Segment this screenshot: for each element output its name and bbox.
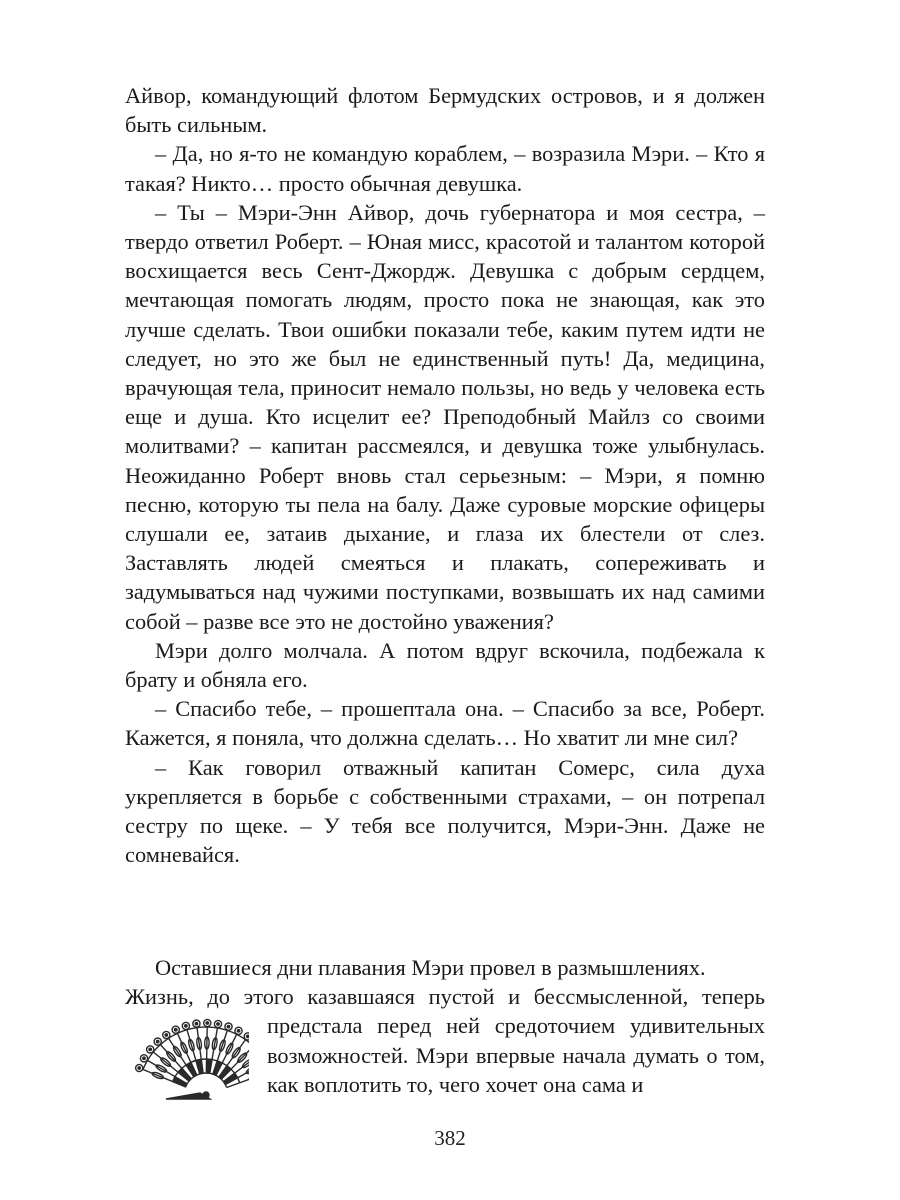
fan-scallop-dot (138, 1067, 140, 1069)
fan-scallop-dot (157, 1041, 159, 1043)
paragraph-robert-speech: – Ты – Мэри-Энн Айвор, дочь губернатора и моя сестра, – твердо ответил Роберт. – Юная мисс, красотой и талантом которой восхищается весь Сент-Джордж. Девушка с добрым сердцем, мечтающая помогать людям, просто пока не знающая, как это лучше сделать. Твои ошибки показали тебе, каким путем идти не следует, но это же был не единственный путь! Да, медицина, врачующая тела, приносит немало пользы, но ведь у человека есть еще и душа. Кто исцелит ее? Преподобный Майлз со своими молитвами? – капитан рассмеялся, и девушка тоже улыбнулась. Неожиданно Роберт вновь стал серьезным: – Мэри, я помню песню, которую ты пела на балу. Даже суровые морские офицеры слушали ее, затаив дыхание, и глаза их блестели от слез. Заставлять людей смеяться и плакать, сопереживать и задумываться над чужими поступками, возвышать их над самими собой – разве все это не достойно уважения? (125, 199, 765, 634)
fan-scallop-dot (149, 1049, 151, 1051)
after-break-line-2: Жизнь, до этого казавшаяся пустой и бессмысленной, теперь (125, 984, 765, 1010)
after-break-wrapped-text: предстала перед ней средоточием удивительных возможностей. Мэри впервые начала думать о том, как воплотить то, чего хочет она сама и (267, 1013, 765, 1097)
paragraph-robert-encourages: – Как говорил отважный капитан Сомерс, сила духа укрепляется в борьбе с собственными страхами, – он потрепал сестру по щеке. – У тебя все получится, Мэри-Энн. Даже не сомневайся. (125, 754, 765, 868)
fan-wedge (196, 1060, 203, 1075)
fan-wedge (206, 1059, 212, 1073)
fan-scallop-dot (165, 1034, 167, 1036)
fan-scallop-dot (237, 1030, 239, 1032)
fan-scallop-dot (247, 1036, 249, 1038)
fan-scallop-dot (195, 1023, 197, 1025)
fan-scallop-dot (227, 1026, 229, 1028)
page-body (125, 81, 765, 869)
paragraph-mary-thanks: – Спасибо тебе, – прошептала она. – Спасибо за все, Роберт. Кажется, я поняла, что должна сделать… Но хватит ли мне сил? (125, 696, 765, 751)
section-after-break (125, 953, 765, 1101)
page-number: 382 (434, 1126, 466, 1150)
fan-pivot (203, 1092, 209, 1098)
paragraph-mary-reply: – Да, но я-то не командую кораблем, – возразила Мэри. – Кто я такая? Никто… просто обычная девушка. (125, 141, 765, 196)
fan-scallop-dot (185, 1025, 187, 1027)
paragraph-mary-silence: Мэри долго молчала. А потом вдруг вскочила, подбежала к брату и обняла его. (125, 637, 765, 693)
fan-scallop-dot (175, 1029, 177, 1031)
fan-scallop-dot (217, 1023, 219, 1025)
hand-fan-icon (125, 1013, 267, 1101)
paragraph-continuation: Айвор, командующий флотом Бермудских островов, и я должен быть сильным. (125, 83, 765, 138)
fan-scallop-dot (206, 1022, 208, 1024)
fan-scallop-dot (143, 1058, 145, 1060)
after-break-line-1: Оставшиеся дни плавания Мэри провел в размышлениях. (155, 955, 706, 980)
